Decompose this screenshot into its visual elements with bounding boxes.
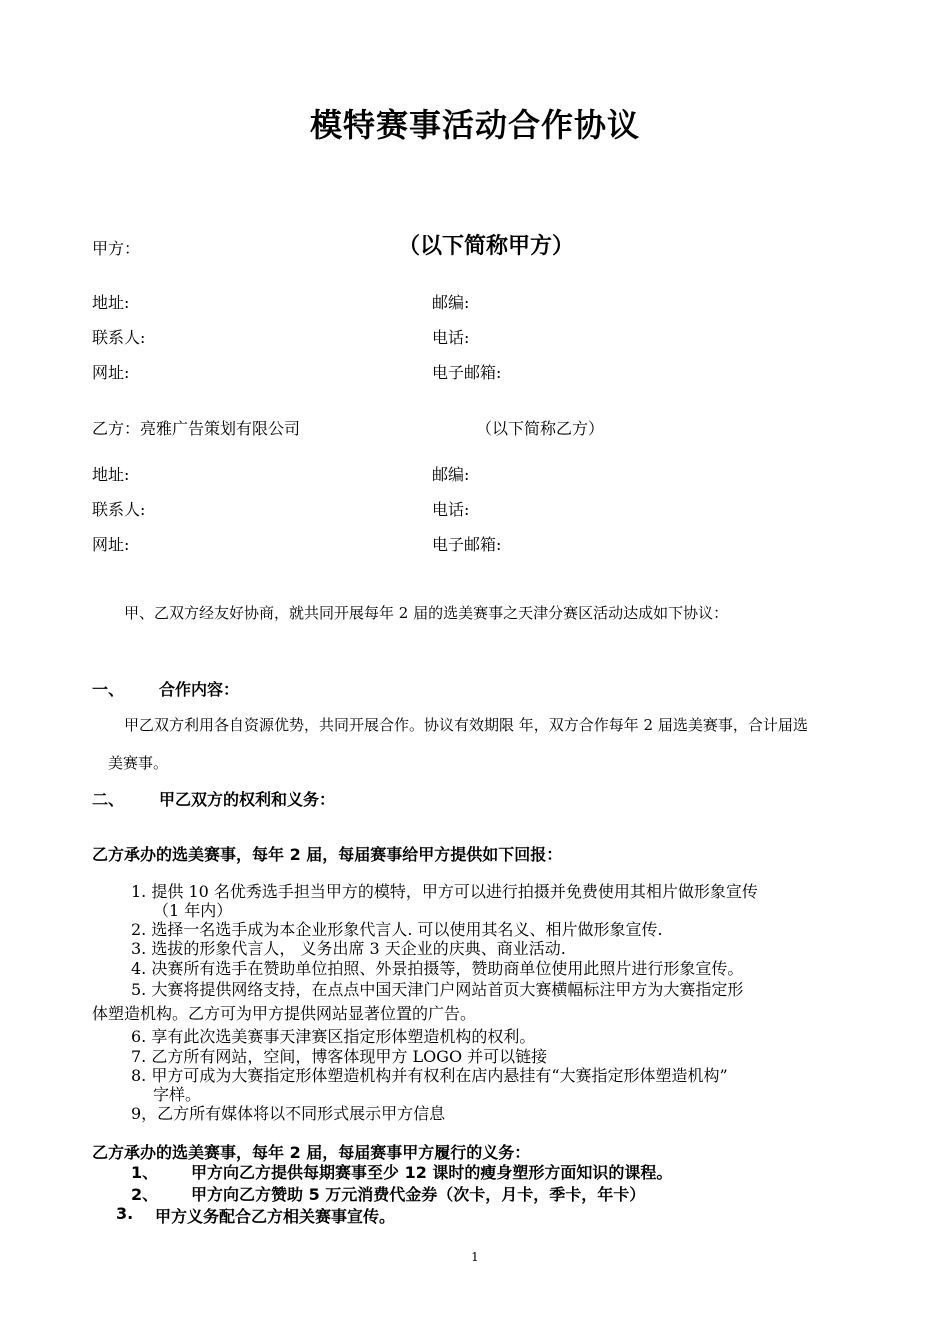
return-item-8: 8. 甲方可成为大赛指定形体塑造机构并有权利在店内悬挂有“大赛指定形体塑造机构” bbox=[131, 1066, 728, 1085]
section-1-paragraph-line1: 甲乙双方利用各自资源优势，共同开展合作。协议有效期限 年，双方合作每年 2 届选美赛事，合计届选 bbox=[124, 716, 808, 734]
section-2-number: 二、 bbox=[92, 790, 125, 809]
section-1-number: 一、 bbox=[92, 680, 125, 699]
party-a-address: 地址: bbox=[92, 293, 130, 312]
obligation-1-text: 甲方向乙方提供每期赛事至少 12 课时的瘦身塑形方面知识的课程。 bbox=[191, 1163, 673, 1182]
obligation-1-number: 1、 bbox=[131, 1163, 159, 1182]
return-item-2: 2. 选择一名选手成为本企业形象代言人. 可以使用其名义、相片做形象宣传. bbox=[131, 920, 663, 939]
section-1-heading: 合作内容： bbox=[159, 680, 240, 699]
party-b-address: 地址: bbox=[92, 465, 130, 484]
party-b-postcode: 邮编: bbox=[432, 465, 470, 484]
party-a-postcode: 邮编: bbox=[432, 293, 470, 312]
party-a-label: 甲方： bbox=[92, 239, 141, 258]
return-item-7: 7. 乙方所有网站，空间，博客体现甲方 LOGO 并可以链接 bbox=[131, 1047, 548, 1066]
party-a-email: 电子邮箱: bbox=[432, 363, 502, 382]
obligation-3-text: 甲方义务配合乙方相关赛事宣传。 bbox=[155, 1207, 396, 1226]
return-item-6: 6. 享有此次选美赛事天津赛区指定形体塑造机构的权利。 bbox=[131, 1027, 536, 1046]
return-item-4: 4. 决赛所有选手在赞助单位拍照、外景拍摄等，赞助商单位使用此照片进行形象宣传。 bbox=[131, 959, 744, 978]
obligation-2-text: 甲方向乙方赞助 5 万元消费代金券（次卡，月卡，季卡，年卡） bbox=[191, 1185, 646, 1204]
return-item-9: 9，乙方所有媒体将以不同形式展示甲方信息 bbox=[131, 1104, 446, 1123]
return-item-3: 3. 选拔的形象代言人， 义务出席 3 天企业的庆典、商业活动. bbox=[131, 939, 566, 958]
return-item-8-cont: 字样。 bbox=[153, 1085, 202, 1104]
party-b-phone: 电话: bbox=[432, 500, 470, 519]
return-item-5: 5. 大赛将提供网络支持，在点点中国天津门户网站首页大赛横幅标注甲方为大赛指定形 bbox=[131, 980, 744, 999]
section-2-heading: 甲乙双方的权利和义务： bbox=[159, 790, 336, 809]
returns-heading: 乙方承办的选美赛事，每年 2 届，每届赛事给甲方提供如下回报： bbox=[92, 845, 563, 864]
party-a-contact: 联系人: bbox=[92, 328, 146, 347]
obligations-heading: 乙方承办的选美赛事，每年 2 届，每届赛事甲方履行的义务： bbox=[92, 1143, 531, 1162]
return-item-5-cont: 体塑造机构。乙方可为甲方提供网站显著位置的广告。 bbox=[92, 1004, 477, 1023]
party-b-website: 网址: bbox=[92, 535, 130, 554]
obligation-2-number: 2、 bbox=[131, 1185, 159, 1204]
document-title: 模特赛事活动合作协议 bbox=[309, 106, 640, 144]
return-item-1-cont: （1 年内） bbox=[153, 901, 233, 920]
party-b-email: 电子邮箱: bbox=[432, 535, 502, 554]
section-1-paragraph-line2: 美赛事。 bbox=[108, 754, 169, 772]
party-a-phone: 电话: bbox=[432, 328, 470, 347]
return-item-1: 1. 提供 10 名优秀选手担当甲方的模特，甲方可以进行拍摄并免费使用其相片做形象宣传 bbox=[131, 882, 758, 901]
page-number: 1 bbox=[471, 1250, 479, 1264]
party-a-alias: （以下简称甲方） bbox=[398, 234, 575, 259]
party-b-contact: 联系人: bbox=[92, 500, 146, 519]
obligation-3-number: 3. bbox=[116, 1204, 134, 1223]
party-a-website: 网址: bbox=[92, 363, 130, 382]
party-b-label: 乙方：亮雅广告策划有限公司 bbox=[92, 419, 301, 438]
party-b-alias: （以下简称乙方） bbox=[476, 419, 605, 438]
intro-paragraph: 甲、乙双方经友好协商，就共同开展每年 2 届的选美赛事之天津分赛区活动达成如下协议： bbox=[124, 604, 729, 622]
